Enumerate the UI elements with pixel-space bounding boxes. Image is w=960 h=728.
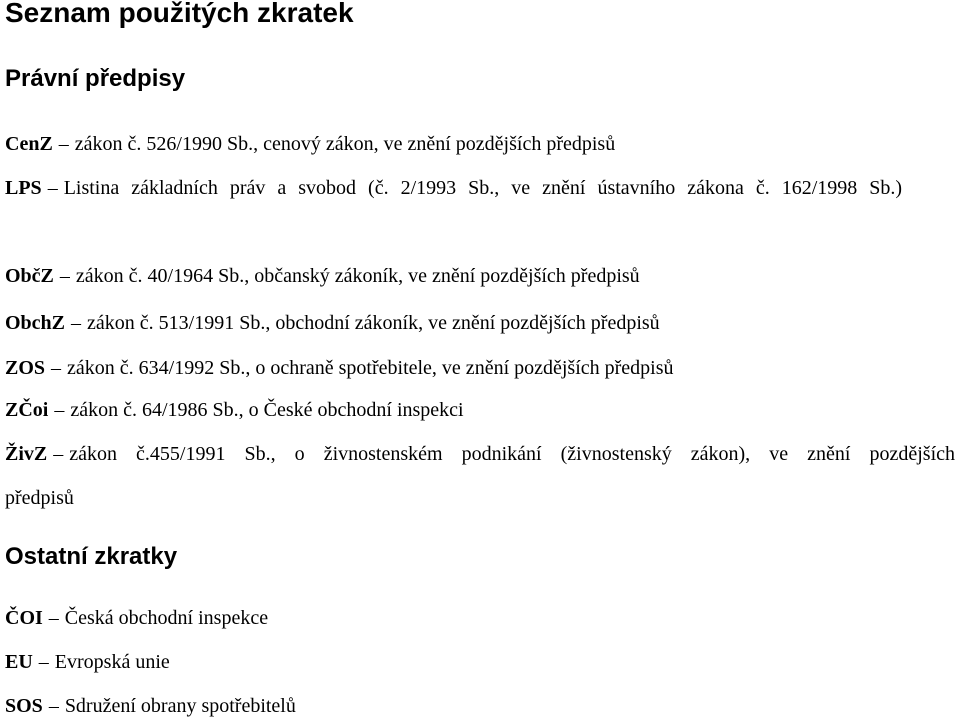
abbreviation-entry-zos: [5, 346, 955, 390]
abbreviation-term: ObčZ: [5, 265, 54, 287]
abbreviation-dash: –: [51, 357, 62, 379]
abbreviation-entry-obcz: [5, 254, 955, 298]
abbreviation-definition: Česká obchodní inspekce: [64, 607, 269, 629]
section-heading-other-abbreviations: Ostatní zkratky: [5, 543, 178, 570]
abbreviation-entry-sos: [5, 684, 955, 728]
abbreviation-dash: –: [48, 695, 59, 717]
abbreviation-term: EU: [5, 651, 33, 673]
abbreviation-definition: zákon č. 64/1986 Sb., o České obchodní inspekci: [70, 399, 464, 421]
abbreviation-term: CenZ: [5, 133, 53, 155]
abbreviation-dash: –: [53, 443, 64, 465]
abbreviation-definition: zákon č.455/1991 Sb., o živnostenském podnikání (živnostenský zákon), ve znění pozdějších předpisů: [5, 443, 955, 509]
abbreviation-dash: –: [38, 651, 49, 673]
abbreviation-entry-obchz: [5, 301, 955, 345]
abbreviation-definition: zákon č. 634/1992 Sb., o ochraně spotřebitele, ve znění pozdějších předpisů: [67, 357, 674, 379]
abbreviation-definition: Sdružení obrany spotřebitelů: [64, 695, 296, 717]
abbreviation-term: ZOS: [5, 357, 46, 379]
section-heading-legal-regulations: Právní předpisy: [5, 65, 186, 92]
abbreviation-definition: zákon č. 40/1964 Sb., občanský zákoník, ve znění pozdějších předpisů: [75, 265, 640, 287]
abbreviation-term: SOS: [5, 695, 43, 717]
abbreviation-entry-lps: [5, 166, 955, 210]
page-title: Seznam použitých zkratek: [5, 0, 354, 28]
abbreviation-entry-zcoi: [5, 388, 955, 432]
abbreviation-term: ČOI: [5, 607, 43, 629]
abbreviation-definition: Evropská unie: [54, 651, 170, 673]
abbreviation-entry-zivz: [5, 432, 955, 520]
abbreviation-dash: –: [59, 265, 70, 287]
abbreviation-dash: –: [58, 133, 69, 155]
abbreviation-term: LPS: [5, 177, 42, 199]
abbreviation-definition: Listina základních práv a svobod (č. 2/1993 Sb., ve znění ústavního zákona č. 162/1998 Sb.): [63, 177, 903, 199]
abbreviation-dash: –: [54, 399, 65, 421]
abbreviation-definition: zákon č. 513/1991 Sb., obchodní zákoník, ve znění pozdějších předpisů: [87, 312, 660, 334]
abbreviation-definition: zákon č. 526/1990 Sb., cenový zákon, ve znění pozdějších předpisů: [74, 133, 616, 155]
abbreviation-term: ŽivZ: [5, 443, 48, 465]
abbreviation-dash: –: [71, 312, 82, 334]
abbreviation-entry-cenz: [5, 122, 955, 166]
abbreviation-dash: –: [48, 607, 59, 629]
abbreviation-term: ZČoi: [5, 399, 49, 421]
abbreviation-entry-eu: [5, 640, 955, 684]
abbreviation-dash: –: [47, 177, 58, 199]
abbreviation-term: ObchZ: [5, 312, 66, 334]
abbreviation-entry-coi: [5, 596, 955, 640]
